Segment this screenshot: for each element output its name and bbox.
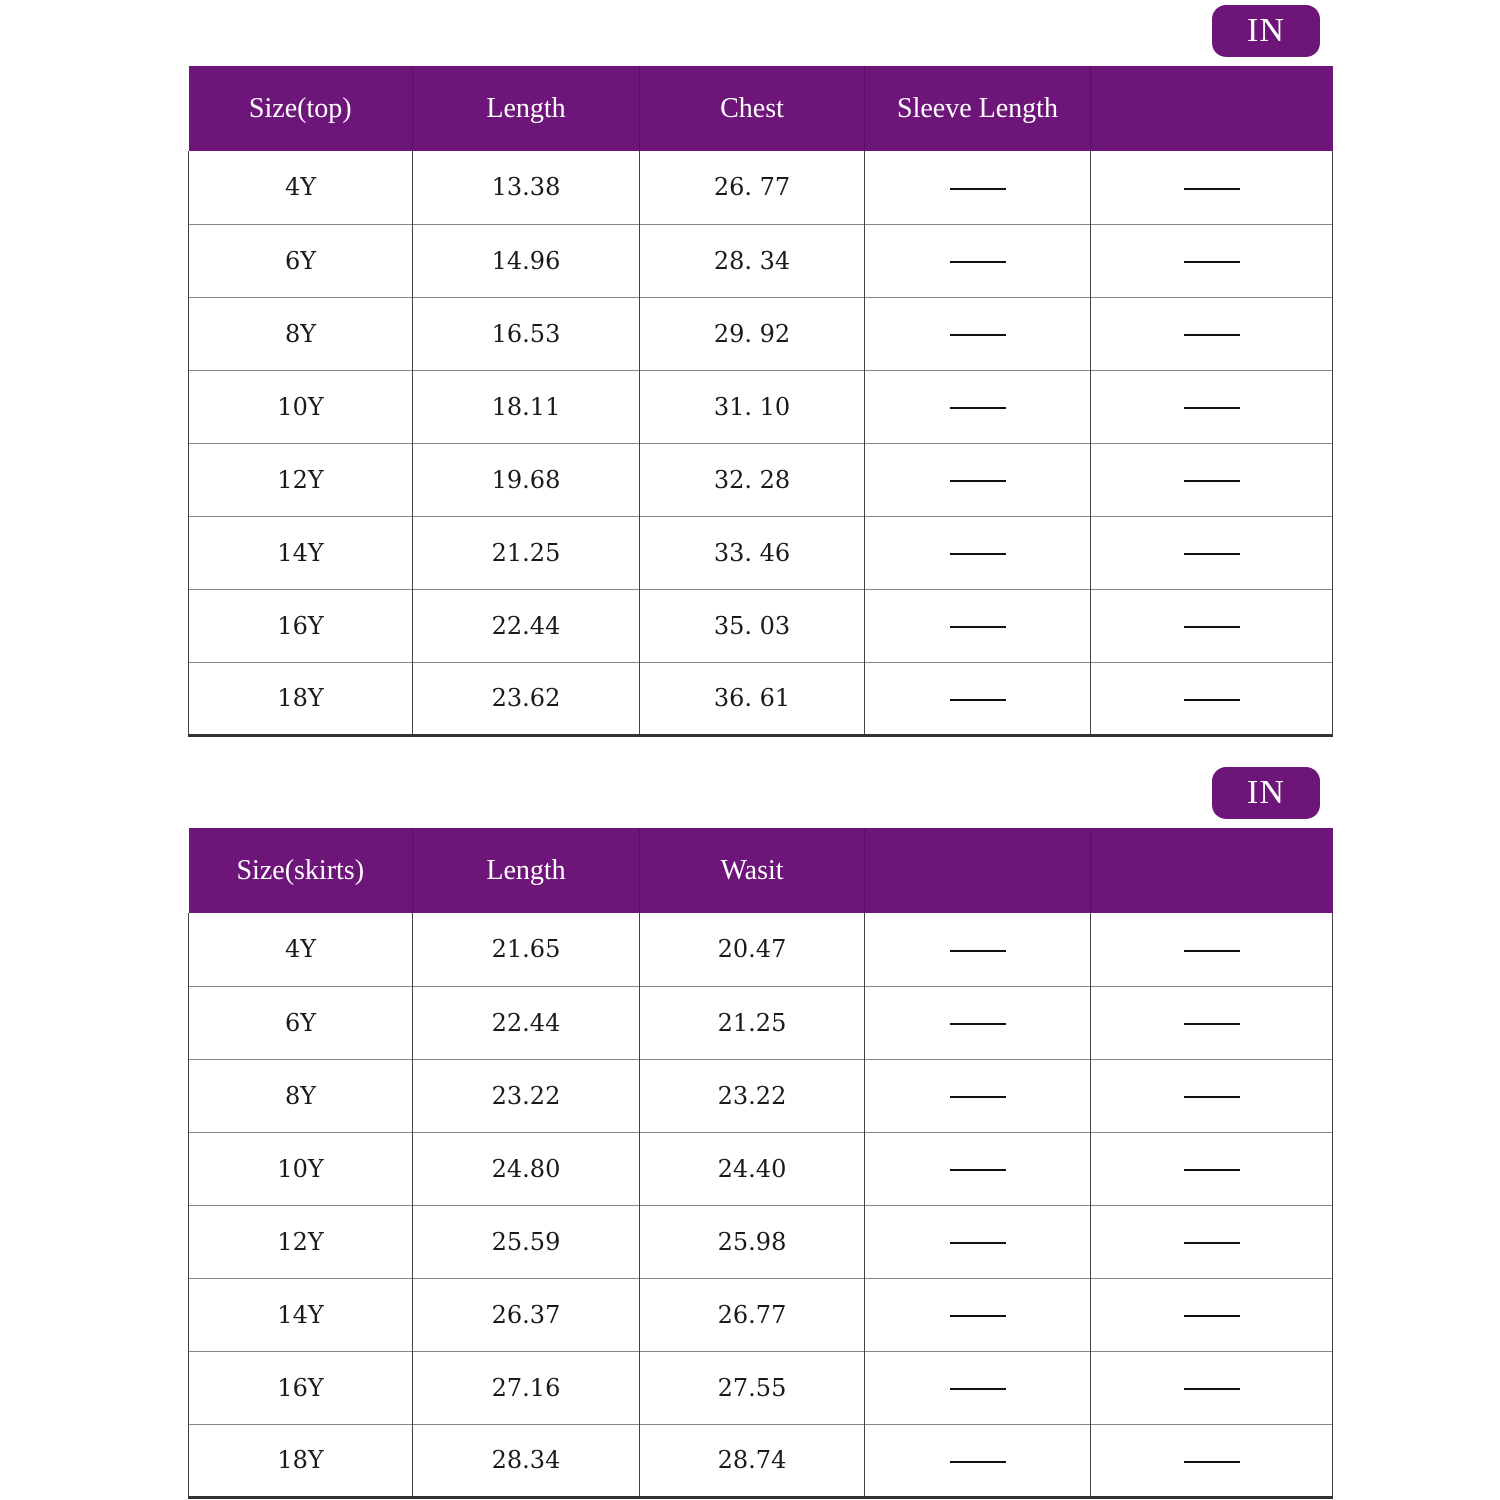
size-cell: 6Y: [189, 986, 413, 1059]
table-row: [189, 1424, 1333, 1497]
bottom-table-body: [189, 913, 1333, 1497]
size-cell: 10Y: [189, 1132, 413, 1205]
empty-value-cell: [1091, 986, 1333, 1059]
length-cell: 18.11: [413, 370, 640, 443]
size-cell: 18Y: [189, 662, 413, 735]
header-size-top: Size(top): [189, 66, 413, 151]
dash-placeholder-icon: [1184, 950, 1240, 952]
empty-value-cell: [1091, 443, 1333, 516]
length-cell: 16.53: [413, 297, 640, 370]
length-cell: 23.22: [413, 1059, 640, 1132]
dash-placeholder-icon: [950, 1096, 1006, 1098]
chest-cell: 28. 34: [640, 224, 865, 297]
empty-value-cell: [1091, 1278, 1333, 1351]
empty-value-cell: [865, 913, 1091, 986]
size-cell: 6Y: [189, 224, 413, 297]
empty-value-cell: [1091, 1205, 1333, 1278]
header-length: Length: [413, 66, 640, 151]
size-cell: 10Y: [189, 370, 413, 443]
empty-value-cell: [1091, 1424, 1333, 1497]
dash-placeholder-icon: [1184, 261, 1240, 263]
dash-placeholder-icon: [1184, 1096, 1240, 1098]
empty-value-cell: [865, 986, 1091, 1059]
length-cell: 22.44: [413, 589, 640, 662]
dash-placeholder-icon: [1184, 1315, 1240, 1317]
chest-cell: 29. 92: [640, 297, 865, 370]
chest-cell: 35. 03: [640, 589, 865, 662]
empty-value-cell: [1091, 589, 1333, 662]
waist-cell: 28.74: [640, 1424, 865, 1497]
empty-value-cell: [865, 589, 1091, 662]
empty-value-cell: [865, 151, 1091, 224]
dash-placeholder-icon: [950, 1461, 1006, 1463]
size-cell: 14Y: [189, 1278, 413, 1351]
dash-placeholder-icon: [950, 334, 1006, 336]
empty-value-cell: [1091, 1351, 1333, 1424]
empty-value-cell: [865, 370, 1091, 443]
size-cell: 14Y: [189, 516, 413, 589]
empty-value-cell: [865, 1424, 1091, 1497]
chest-cell: 33. 46: [640, 516, 865, 589]
table-row: [189, 297, 1333, 370]
waist-cell: 25.98: [640, 1205, 865, 1278]
top-table-body: [189, 151, 1333, 735]
header-sleeve-length: Sleeve Length: [865, 66, 1091, 151]
length-cell: 22.44: [413, 986, 640, 1059]
empty-value-cell: [865, 1132, 1091, 1205]
empty-value-cell: [865, 1059, 1091, 1132]
empty-value-cell: [1091, 1059, 1333, 1132]
header-empty: [1091, 66, 1333, 151]
empty-value-cell: [1091, 224, 1333, 297]
chest-cell: 26. 77: [640, 151, 865, 224]
length-cell: 19.68: [413, 443, 640, 516]
empty-value-cell: [1091, 1132, 1333, 1205]
empty-value-cell: [865, 1351, 1091, 1424]
table-row: [189, 151, 1333, 224]
empty-value-cell: [865, 1278, 1091, 1351]
dash-placeholder-icon: [950, 950, 1006, 952]
dash-placeholder-icon: [950, 626, 1006, 628]
length-cell: 21.25: [413, 516, 640, 589]
table-row: [189, 913, 1333, 986]
empty-value-cell: [1091, 370, 1333, 443]
dash-placeholder-icon: [1184, 1242, 1240, 1244]
empty-value-cell: [865, 1205, 1091, 1278]
size-cell: 12Y: [189, 443, 413, 516]
table-row: [189, 370, 1333, 443]
empty-value-cell: [1091, 662, 1333, 735]
dash-placeholder-icon: [1184, 1023, 1240, 1025]
empty-value-cell: [1091, 297, 1333, 370]
length-cell: 23.62: [413, 662, 640, 735]
chest-cell: 36. 61: [640, 662, 865, 735]
dash-placeholder-icon: [950, 553, 1006, 555]
table-row: [189, 1278, 1333, 1351]
length-cell: 14.96: [413, 224, 640, 297]
length-cell: 28.34: [413, 1424, 640, 1497]
table-row: [189, 1059, 1333, 1132]
dash-placeholder-icon: [1184, 553, 1240, 555]
size-cell: 4Y: [189, 913, 413, 986]
empty-value-cell: [865, 224, 1091, 297]
size-cell: 8Y: [189, 1059, 413, 1132]
unit-badge-top: IN: [1212, 5, 1320, 57]
size-cell: 8Y: [189, 297, 413, 370]
waist-cell: 20.47: [640, 913, 865, 986]
header-empty: [865, 828, 1091, 913]
dash-placeholder-icon: [1184, 334, 1240, 336]
dash-placeholder-icon: [950, 407, 1006, 409]
length-cell: 24.80: [413, 1132, 640, 1205]
dash-placeholder-icon: [1184, 188, 1240, 190]
unit-badge-bottom: IN: [1212, 767, 1320, 819]
dash-placeholder-icon: [1184, 626, 1240, 628]
table-row: [189, 1351, 1333, 1424]
waist-cell: 26.77: [640, 1278, 865, 1351]
waist-cell: 21.25: [640, 986, 865, 1059]
table-row: [189, 986, 1333, 1059]
size-cell: 18Y: [189, 1424, 413, 1497]
table-header-row: [189, 828, 1333, 913]
empty-value-cell: [1091, 516, 1333, 589]
waist-cell: 27.55: [640, 1351, 865, 1424]
dash-placeholder-icon: [1184, 1388, 1240, 1390]
empty-value-cell: [865, 443, 1091, 516]
length-cell: 26.37: [413, 1278, 640, 1351]
dash-placeholder-icon: [950, 1242, 1006, 1244]
dash-placeholder-icon: [950, 1023, 1006, 1025]
size-cell: 16Y: [189, 589, 413, 662]
dash-placeholder-icon: [950, 480, 1006, 482]
table-row: [189, 516, 1333, 589]
dash-placeholder-icon: [950, 188, 1006, 190]
dash-placeholder-icon: [950, 1315, 1006, 1317]
size-cell: 4Y: [189, 151, 413, 224]
length-cell: 21.65: [413, 913, 640, 986]
table-row: [189, 589, 1333, 662]
table-row: [189, 1205, 1333, 1278]
dash-placeholder-icon: [950, 261, 1006, 263]
dash-placeholder-icon: [950, 1169, 1006, 1171]
table-row: [189, 443, 1333, 516]
top-size-table: [188, 66, 1333, 737]
chest-cell: 32. 28: [640, 443, 865, 516]
length-cell: 27.16: [413, 1351, 640, 1424]
dash-placeholder-icon: [950, 1388, 1006, 1390]
length-cell: 13.38: [413, 151, 640, 224]
length-cell: 25.59: [413, 1205, 640, 1278]
size-cell: 16Y: [189, 1351, 413, 1424]
header-size-skirts: Size(skirts): [189, 828, 413, 913]
empty-value-cell: [865, 516, 1091, 589]
chest-cell: 31. 10: [640, 370, 865, 443]
waist-cell: 24.40: [640, 1132, 865, 1205]
empty-value-cell: [865, 297, 1091, 370]
table-row: [189, 224, 1333, 297]
dash-placeholder-icon: [1184, 699, 1240, 701]
header-chest: Chest: [640, 66, 865, 151]
dash-placeholder-icon: [1184, 407, 1240, 409]
header-waist: Wasit: [640, 828, 865, 913]
dash-placeholder-icon: [1184, 1169, 1240, 1171]
empty-value-cell: [1091, 151, 1333, 224]
dash-placeholder-icon: [950, 699, 1006, 701]
table-row: [189, 662, 1333, 735]
dash-placeholder-icon: [1184, 480, 1240, 482]
table-header-row: [189, 66, 1333, 151]
header-length: Length: [413, 828, 640, 913]
dash-placeholder-icon: [1184, 1461, 1240, 1463]
bottom-size-table: [188, 828, 1333, 1499]
table-row: [189, 1132, 1333, 1205]
waist-cell: 23.22: [640, 1059, 865, 1132]
header-empty: [1091, 828, 1333, 913]
empty-value-cell: [1091, 913, 1333, 986]
size-cell: 12Y: [189, 1205, 413, 1278]
empty-value-cell: [865, 662, 1091, 735]
